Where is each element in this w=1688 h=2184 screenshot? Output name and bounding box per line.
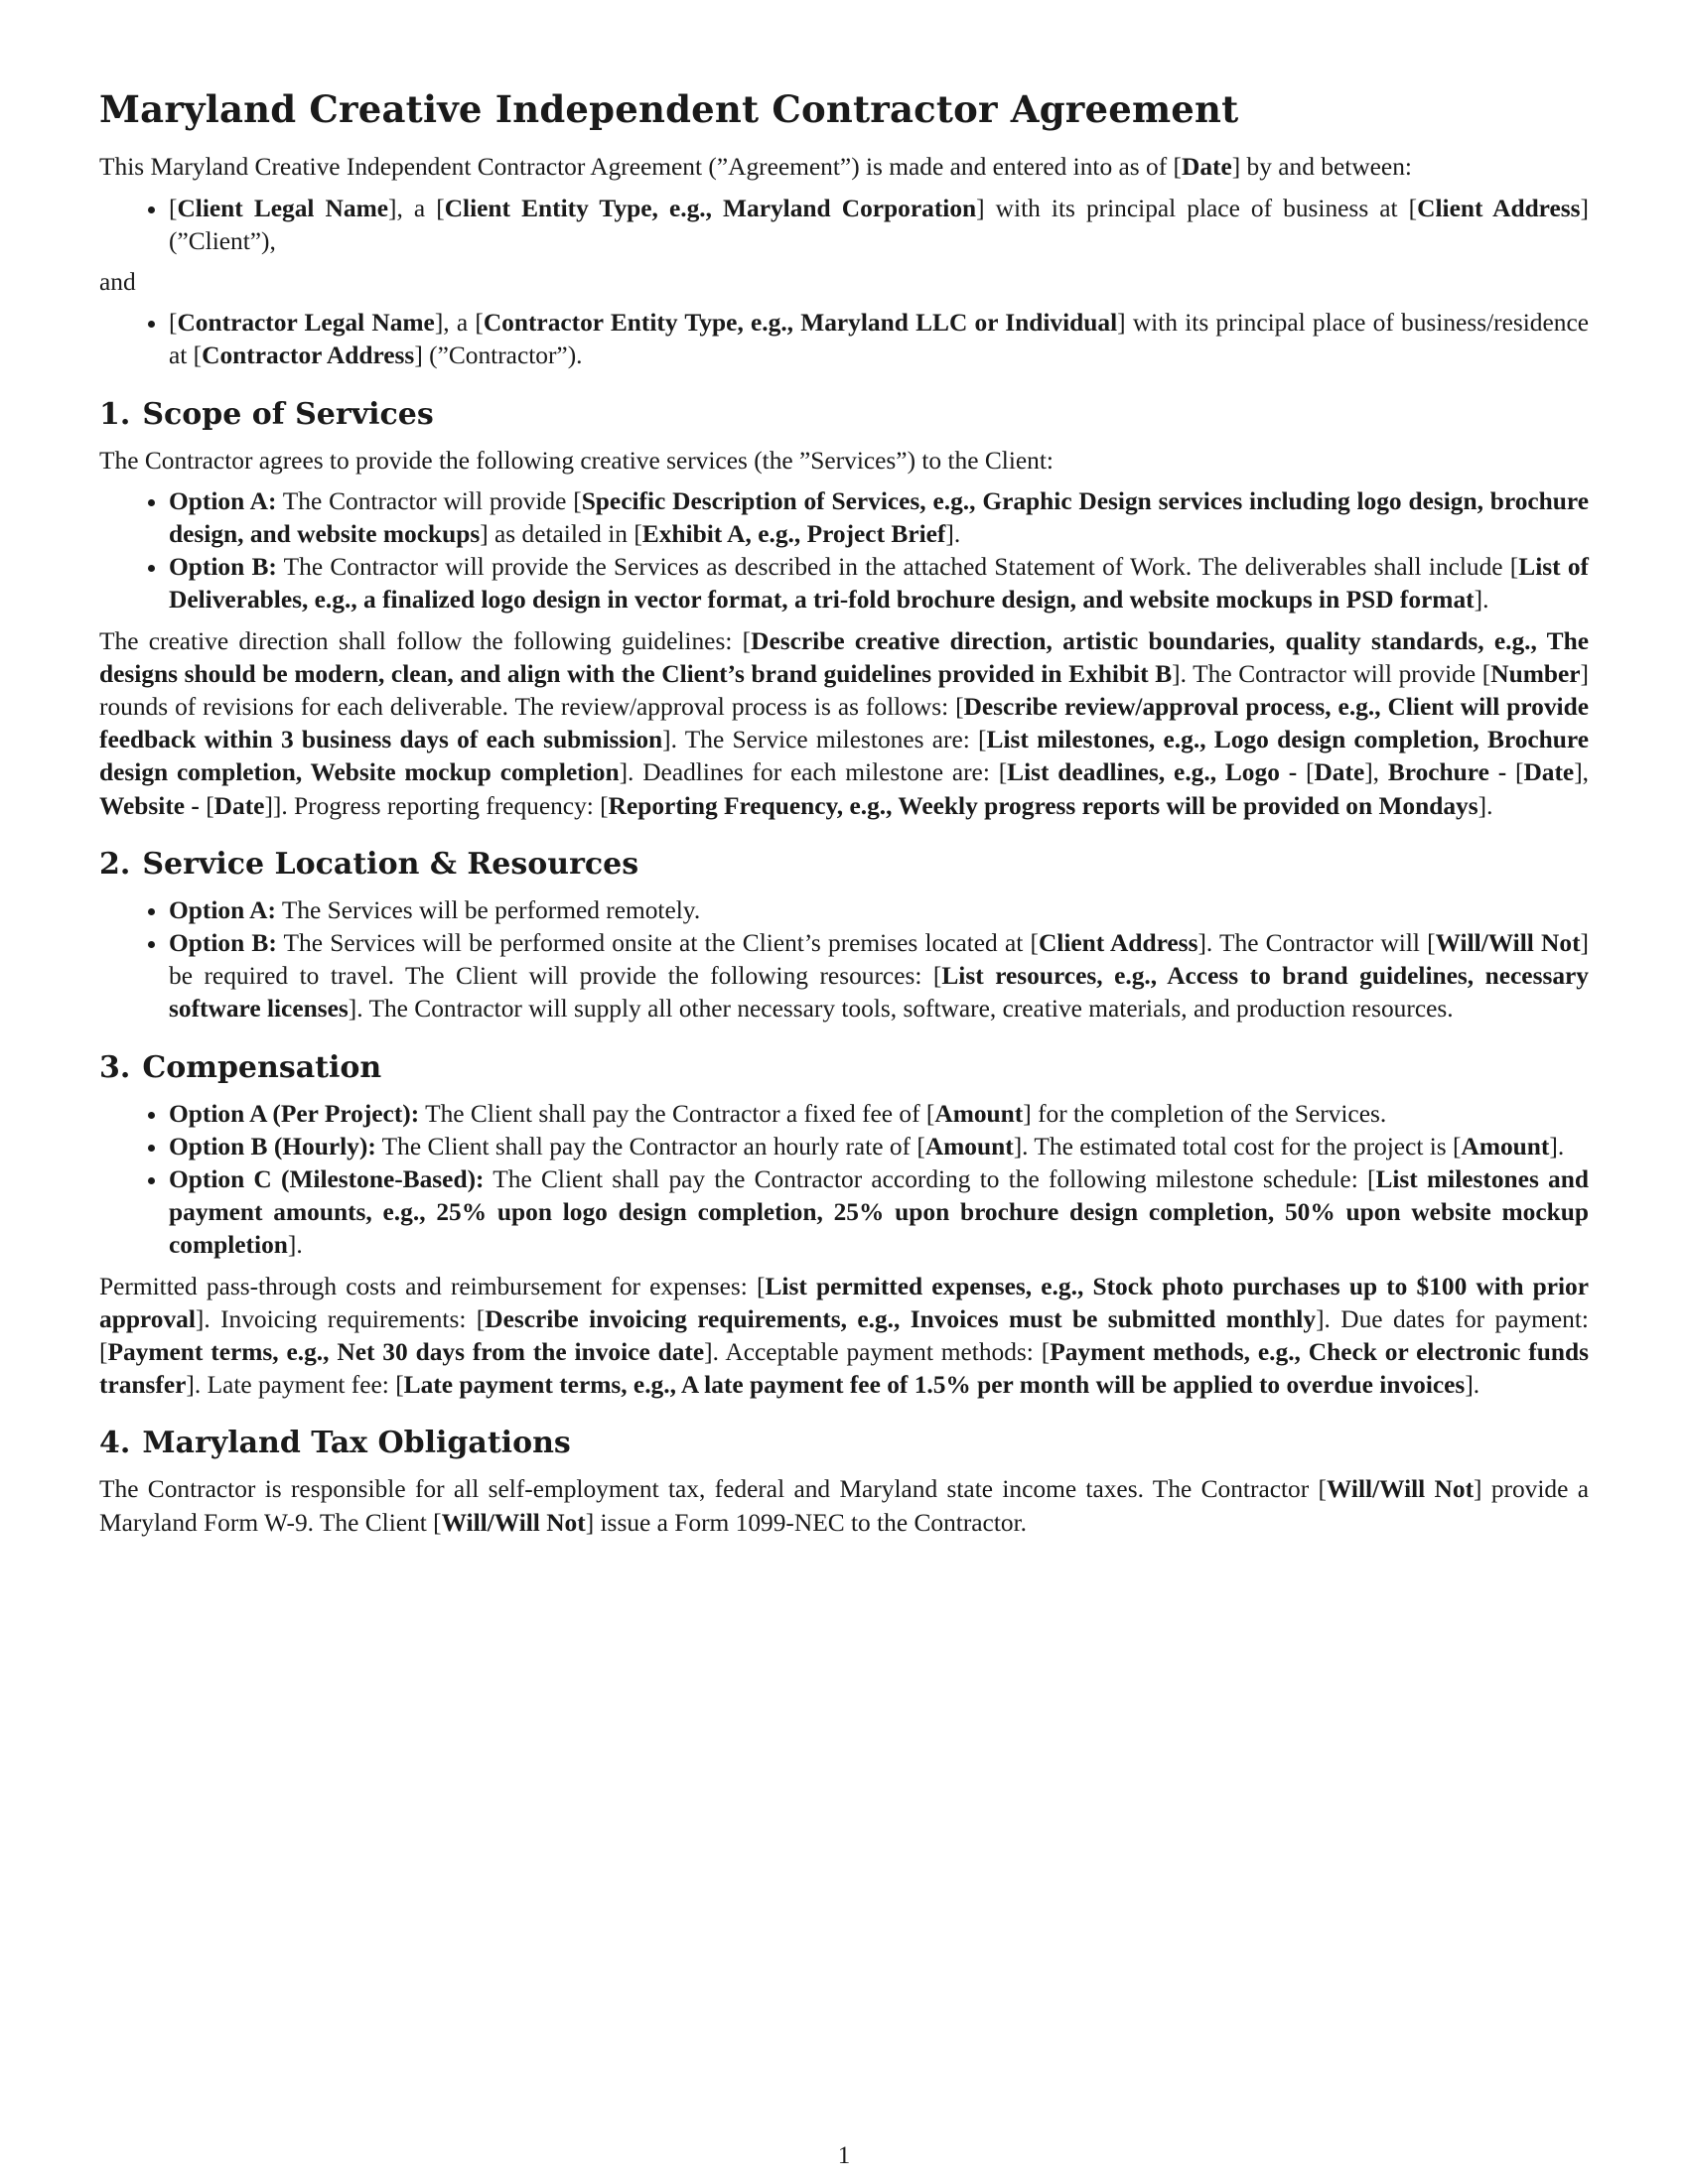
intro-paragraph [99, 151, 1589, 184]
placeholder-field: Number [1490, 659, 1581, 688]
section-paragraph [99, 625, 1589, 823]
section-paragraph [99, 1271, 1589, 1403]
text: This Maryland Creative Independent Contractor Agreement (”Agreement”) is made and entered into as of [ [99, 153, 1182, 182]
text: ]]. Progress reporting frequency: [ [264, 791, 609, 820]
party-client [169, 193, 1589, 258]
section-number: 4. [99, 1426, 131, 1461]
section-service-location [99, 847, 1589, 1026]
text: ]. [287, 1231, 303, 1260]
document-page [99, 87, 1589, 1548]
placeholder-field: Client Address [1038, 929, 1198, 958]
option-label: Option A: [169, 486, 277, 515]
text: ] (”Client”), [169, 194, 1589, 255]
placeholder-field: Client Legal Name [177, 194, 389, 222]
text: ]. The estimated total cost for the project is [ [1013, 1132, 1462, 1160]
placeholder-field: List resources, e.g., Access to brand guidelines, necessary software licenses [169, 962, 1589, 1024]
option-label: Option B: [169, 553, 277, 582]
text: ], a [ [388, 194, 445, 222]
option-label: Option A: [169, 895, 276, 924]
placeholder-field: Exhibit A, e.g., Project Brief [641, 520, 946, 549]
text: ]. Due dates for payment: [ [99, 1304, 1589, 1367]
document-title: Maryland Creative Independent Contractor Agreement [99, 87, 1239, 131]
text: The Contractor is responsible for all self-employment tax, federal and Maryland state income taxes. The Contractor [ [99, 1475, 1327, 1504]
section-title: Service Location & Resources [142, 846, 639, 882]
option-b [169, 1131, 1589, 1163]
option-b [169, 927, 1589, 1026]
option-label: Option C (Milestone-Based): [169, 1165, 485, 1194]
party-contractor [169, 307, 1589, 372]
text: ]. Late payment fee: [ [186, 1371, 404, 1400]
text: ] with its principal place of business/residence at [ [169, 309, 1590, 370]
placeholder-field: Describe review/approval process, e.g., Client will provide feedback within 3 business days of each submission [99, 693, 1589, 754]
text: Permitted pass-through costs and reimbursement for expenses: [ [99, 1272, 766, 1300]
option-list [99, 485, 1589, 617]
section-title: Scope of Services [142, 396, 434, 432]
option-list [99, 1098, 1589, 1263]
section-compensation [99, 1050, 1589, 1403]
text: [ [169, 309, 178, 338]
text: The Client shall pay the Contractor a fixed fee of [ [419, 1099, 935, 1128]
text: The Contractor will provide the Services as described in the attached Statement of Work. The deliverables shall include [ [276, 553, 1519, 582]
placeholder-field: List of Deliverables, e.g., a finalized logo design in vector format, a tri-fold brochure design, and website mockups in PSD format [169, 553, 1589, 614]
option-b [169, 551, 1589, 616]
placeholder-field: Amount [924, 1132, 1014, 1160]
placeholder-field: Will/Will Not [1435, 929, 1581, 958]
text: ], [1574, 758, 1590, 787]
option-a [169, 485, 1589, 551]
placeholder-field: Date [1181, 153, 1232, 182]
text: ]. Acceptable payment methods: [ [704, 1338, 1051, 1367]
placeholder-field: Describe invoicing requirements, e.g., Invoices must be submitted monthly [485, 1304, 1317, 1333]
section-number: 2. [99, 846, 131, 882]
text: The creative direction shall follow the following guidelines: [ [99, 626, 752, 655]
text: The Client shall pay the Contractor an hourly rate of [ [375, 1132, 925, 1160]
text: The Services will be performed onsite at the Client’s premises located at [ [276, 929, 1039, 958]
option-a [169, 894, 1589, 927]
section-heading [99, 1050, 1589, 1086]
placeholder-field: List milestones, e.g., Logo design completion, Brochure design completion, Website mockup completion [99, 726, 1589, 787]
text: ] as detailed in [ [480, 520, 642, 549]
text: ]. The Contractor will provide [ [1172, 659, 1491, 688]
text: ]. Deadlines for each milestone are: [ [619, 758, 1008, 787]
placeholder-field: List milestones and payment amounts, e.g., 25% upon logo design completion, 25% upon brochure design completion, 50% upon website mockup completion [169, 1165, 1589, 1260]
section-number: 1. [99, 396, 131, 432]
text: [ [206, 791, 214, 820]
party-list-client [99, 193, 1589, 258]
placeholder-field: List deadlines, e.g., Logo - [1007, 758, 1306, 787]
text: ] for the completion of the Services. [1023, 1099, 1387, 1128]
text: ], [1364, 758, 1388, 787]
placeholder-field: List permitted expenses, e.g., Stock photo purchases up to $100 with prior approval [99, 1272, 1589, 1333]
party-list-contractor [99, 307, 1589, 372]
text: ] (”Contractor”). [414, 341, 583, 370]
text: ] with its principal place of business at [ [976, 194, 1418, 222]
option-label: Option A (Per Project): [169, 1099, 420, 1128]
option-label: Option B: [169, 929, 277, 958]
section-scope-of-services [99, 397, 1589, 823]
placeholder-field: Brochure - [1387, 758, 1515, 787]
option-c [169, 1163, 1589, 1263]
text: The Contractor will provide [ [276, 486, 582, 515]
text: ]. The Contractor will supply all other necessary tools, software, creative materials, and production resources. [348, 995, 1454, 1024]
text: ]. The Service milestones are: [ [662, 726, 987, 754]
placeholder-field: Will/Will Not [1326, 1475, 1475, 1504]
placeholder-field: Contractor Legal Name [177, 309, 435, 338]
placeholder-field: Payment terms, e.g., Net 30 days from the invoice date [107, 1338, 705, 1367]
section-title: Compensation [142, 1049, 382, 1085]
placeholder-field: Client Address [1417, 194, 1581, 222]
page-number: 1 [837, 2142, 851, 2169]
section-paragraph [99, 1473, 1589, 1539]
and-text: and [99, 268, 136, 296]
text: [ [1514, 758, 1524, 787]
text: The Services will be performed remotely. [275, 895, 701, 924]
placeholder-field: Will/Will Not [441, 1508, 586, 1537]
placeholder-field: Client Entity Type, e.g., Maryland Corporation [444, 194, 977, 222]
placeholder-field: Contractor Entity Type, e.g., Maryland LLC or Individual [483, 309, 1118, 338]
placeholder-field: Contractor Address [202, 341, 415, 370]
placeholder-field: Website - [99, 791, 207, 820]
section-heading [99, 1426, 1589, 1461]
text: ]. Invoicing requirements: [ [195, 1304, 486, 1333]
section-tax-obligations [99, 1426, 1589, 1539]
placeholder-field: Payment methods, e.g., Check or electronic funds transfer [99, 1338, 1589, 1400]
placeholder-field: Amount [1461, 1132, 1550, 1160]
text: ], a [ [434, 309, 484, 338]
option-list [99, 894, 1589, 1026]
section-heading [99, 847, 1589, 883]
text: ]. [1465, 1371, 1480, 1400]
placeholder-field: Describe creative direction, artistic boundaries, quality standards, e.g., The designs should be modern, clean, and align with the Client’s brand guidelines provided in Exhibit B [99, 626, 1589, 688]
section-heading [99, 397, 1589, 433]
placeholder-field: Date [1523, 758, 1575, 787]
text: ]. [1549, 1132, 1565, 1160]
section-number: 3. [99, 1049, 131, 1085]
option-label: Option B (Hourly): [169, 1132, 376, 1160]
text: [ [169, 194, 178, 222]
placeholder-field: Date [213, 791, 265, 820]
placeholder-field: Date [1314, 758, 1365, 787]
section-title: Maryland Tax Obligations [142, 1426, 571, 1461]
option-a [169, 1098, 1589, 1131]
text: [ [1305, 758, 1315, 787]
text: ] be required to travel. The Client will provide the following resources: [ [169, 929, 1589, 991]
placeholder-field: Late payment terms, e.g., A late payment fee of 1.5% per month will be applied to overdue invoices [403, 1371, 1466, 1400]
text: ] rounds of revisions for each deliverable. The review/approval process is as follows: [ [99, 659, 1589, 722]
text: ] provide a Maryland Form W-9. The Client [ [99, 1475, 1589, 1537]
text: ]. [945, 520, 961, 549]
placeholder-field: Specific Description of Services, e.g., Graphic Design services including logo design, brochure design, and website mockups [169, 486, 1589, 549]
text: ] by and between: [1231, 153, 1412, 182]
text: ]. The Contractor will [ [1197, 929, 1436, 958]
text: ]. [1474, 586, 1489, 614]
placeholder-field: Reporting Frequency, e.g., Weekly progress reports will be provided on Mondays [608, 791, 1478, 820]
text: The Client shall pay the Contractor according to the following milestone schedule: [ [484, 1165, 1376, 1194]
section-lead: The Contractor agrees to provide the following creative services (the ”Services”) to the Client: [99, 446, 1054, 475]
placeholder-field: Amount [934, 1099, 1024, 1128]
text: ]. [1477, 791, 1493, 820]
text: ] issue a Form 1099-NEC to the Contractor. [585, 1508, 1027, 1537]
